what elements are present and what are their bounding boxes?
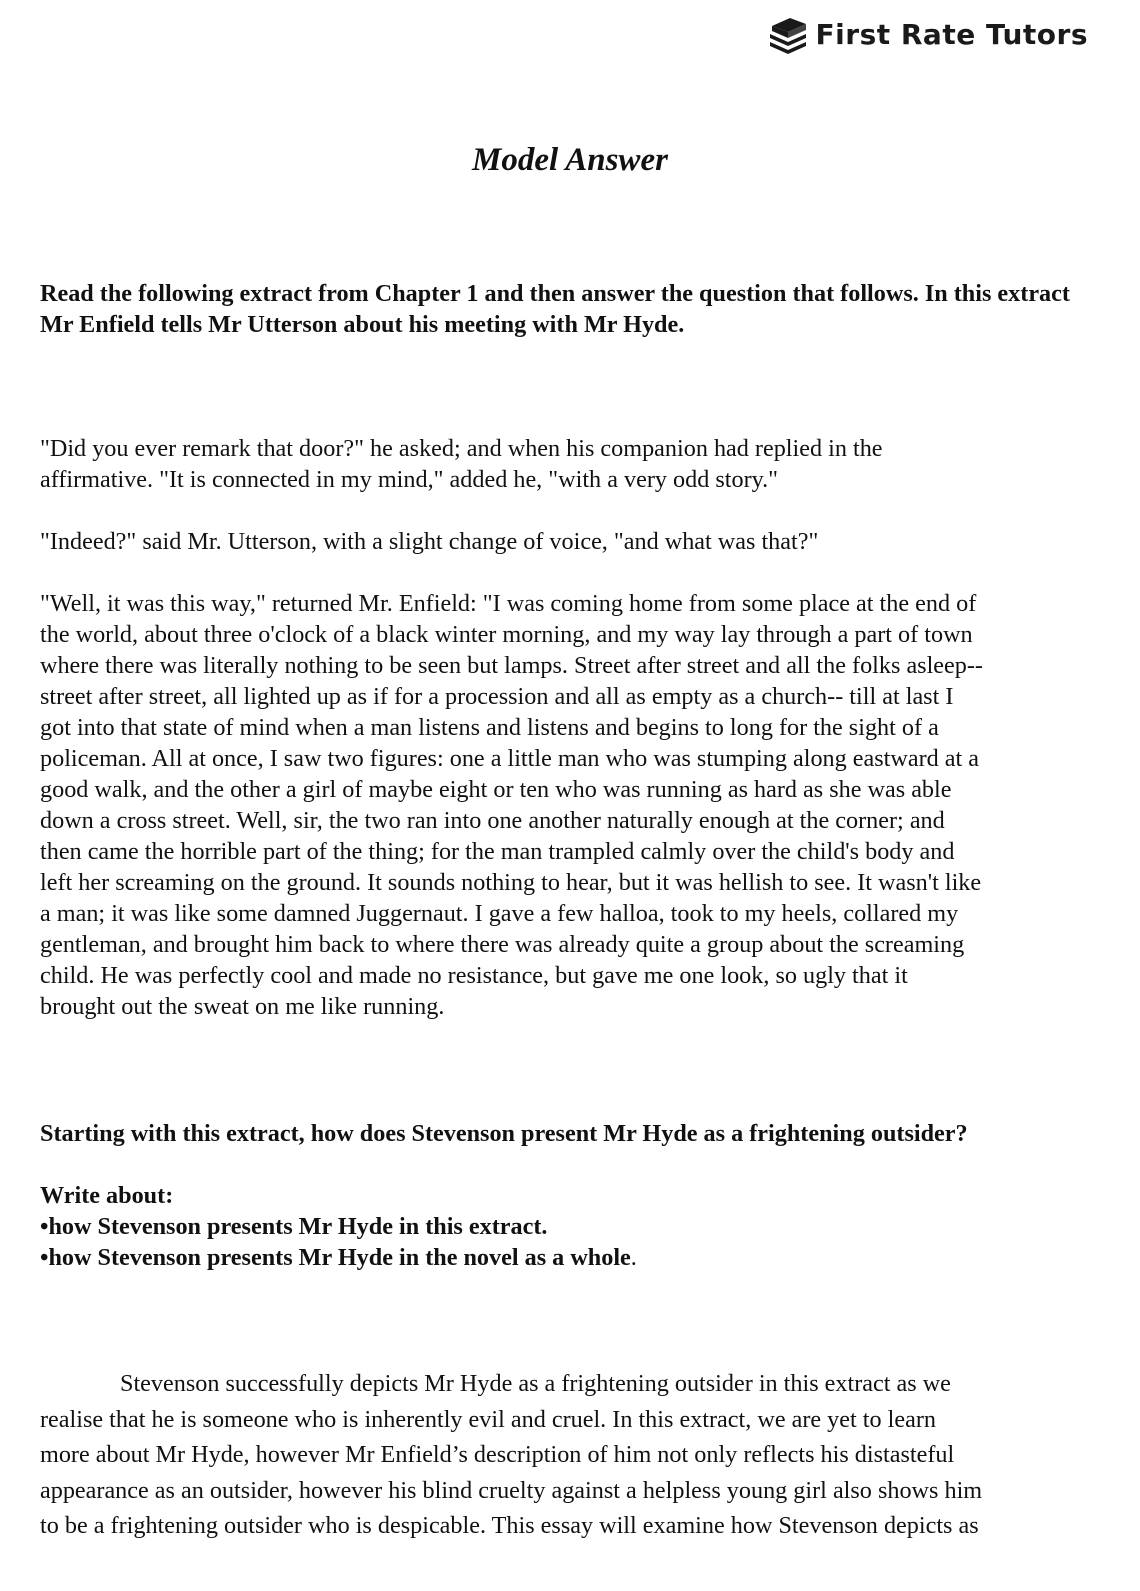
- extract-line: left her screaming on the ground. It sounds nothing to hear, but it was hellish to see. It wasn't like: [40, 869, 982, 896]
- extract-line: where there was literally nothing to be seen but lamps. Street after street and all the folks asleep--: [40, 652, 983, 679]
- extract-line: policeman. All at once, I saw two figures: one a little man who was stumping along eastward at a: [40, 745, 980, 772]
- novel-extract: [40, 433, 1100, 1053]
- extract-line: "Indeed?" said Mr. Utterson, with a slight change of voice, "and what was that?": [40, 528, 819, 555]
- bullet-end-period: .: [630, 1244, 637, 1271]
- extract-paragraph: [40, 526, 1100, 557]
- answer-line: realise that he is someone who is inherently evil and cruel. In this extract, we are yet to learn: [40, 1405, 936, 1433]
- extract-line: "Well, it was this way," returned Mr. Enfield: "I was coming home from some place at the end of: [40, 590, 977, 617]
- instruction-text: Read the following extract from Chapter 1 and then answer the question that follows. In this extract Mr Enfield tells Mr Utterson about his meeting with Mr Hyde.: [40, 280, 1070, 338]
- answer-line: to be a frightening outsider who is despicable. This essay will examine how Stevenson depicts as: [40, 1512, 979, 1539]
- extract-line: good walk, and the other a girl of maybe eight or ten who was running as hard as she was able: [40, 776, 952, 803]
- essay-question: Starting with this extract, how does Stevenson present Mr Hyde as a frightening outsider?: [40, 1120, 968, 1147]
- extract-line: street after street, all lighted up as if for a procession and all as empty as a church-- till at last I: [40, 683, 954, 710]
- brand-name: First Rate Tutors: [815, 17, 1088, 51]
- write-about-list: [40, 1180, 1100, 1273]
- answer-line: more about Mr Hyde, however Mr Enfield’s description of him not only reflects his distasteful: [40, 1441, 955, 1468]
- bullet-item: •how Stevenson presents Mr Hyde in the novel as a whole: [40, 1244, 631, 1271]
- extract-paragraph: [40, 588, 1100, 1022]
- page-title: Model Answer: [472, 142, 668, 178]
- book-stack-icon: [766, 12, 810, 56]
- model-answer: [40, 1366, 1100, 1544]
- answer-line: Stevenson successfully depicts Mr Hyde as a frightening outsider in this extract as we: [120, 1370, 951, 1397]
- bullet-item: •how Stevenson presents Mr Hyde in this extract.: [40, 1213, 548, 1240]
- extract-line: then came the horrible part of the thing; for the man trampled calmly over the child's body and: [40, 838, 955, 865]
- answer-line: appearance as an outsider, however his blind cruelty against a helpless young girl also shows him: [40, 1476, 983, 1504]
- brand-logo: [766, 12, 1088, 56]
- extract-line: a man; it was like some damned Juggernaut. I gave a few halloa, took to my heels, collared my: [40, 900, 959, 927]
- extract-line: the world, about three o'clock of a black winter morning, and my way lay through a part of town: [40, 621, 973, 648]
- extract-line: "Did you ever remark that door?" he asked; and when his companion had replied in the: [40, 435, 883, 462]
- extract-line: down a cross street. Well, sir, the two ran into one another naturally enough at the corner; and: [40, 807, 945, 834]
- extract-paragraph: [40, 433, 1100, 495]
- extract-line: got into that state of mind when a man listens and listens and begins to long for the sight of a: [40, 714, 939, 741]
- extract-line: affirmative. "It is connected in my mind," added he, "with a very odd story.": [40, 466, 779, 493]
- extract-line: gentleman, and brought him back to where there was already quite a group about the screaming: [40, 931, 965, 958]
- write-about-heading: Write about:: [40, 1182, 174, 1209]
- extract-line: brought out the sweat on me like running.: [40, 993, 445, 1020]
- extract-line: child. He was perfectly cool and made no resistance, but gave me one look, so ugly that it: [40, 962, 908, 989]
